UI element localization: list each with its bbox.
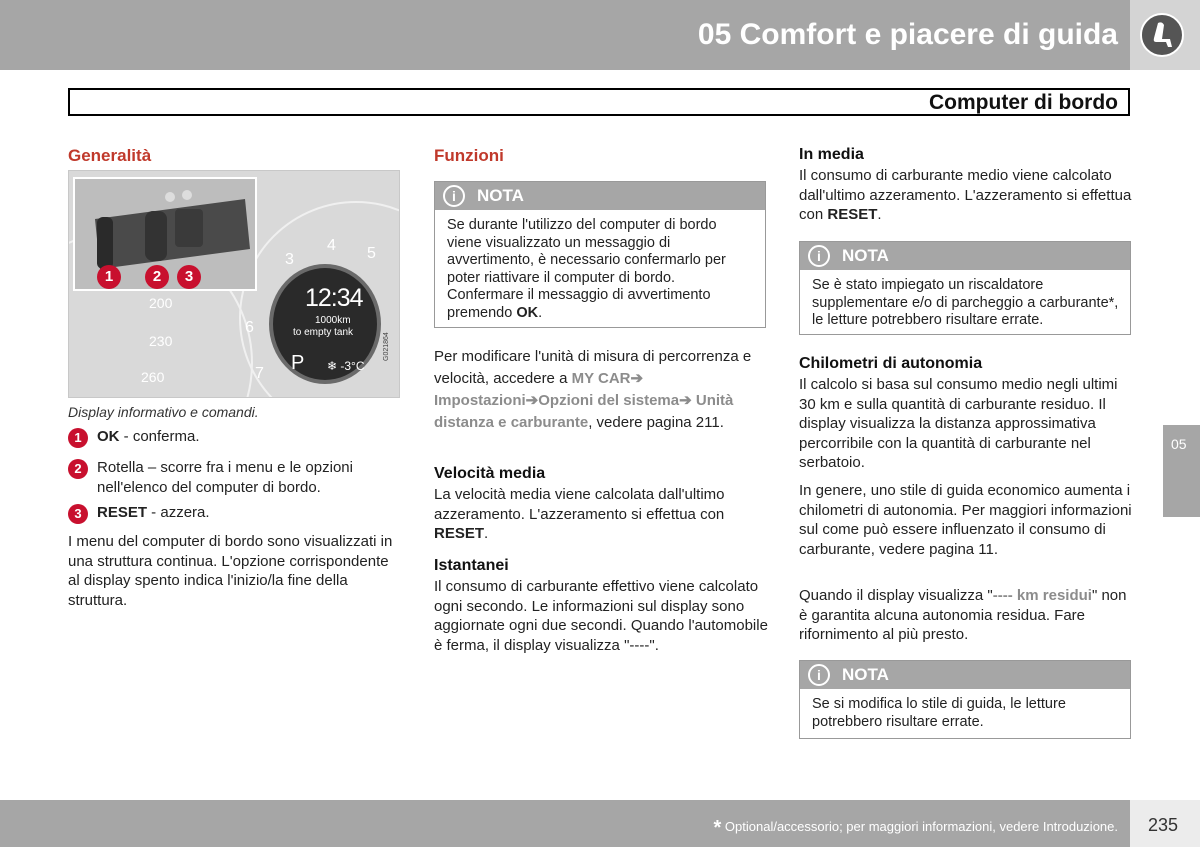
note-text <box>435 210 765 328</box>
display-range-sub: to empty tank <box>293 327 354 338</box>
menu-path-my-car: MY CAR <box>571 370 631 387</box>
instant-paragraph: Il consumo di carburante effettivo viene calcolato ogni secondo. Le informazioni sul display sono aggiornate ogni due secondi. Quando l'automobile è ferma, il display visualizza "----". <box>434 578 768 654</box>
rpm-tick: 6 <box>245 319 254 336</box>
range-code: ---- km residui <box>992 587 1092 604</box>
average-paragraph: Il consumo di carburante medio viene calcolato dall'ultimo azzeramento. L'azzeramento si effettua con RESET. <box>799 167 1132 223</box>
rpm-tick: 4 <box>327 237 336 254</box>
chapter-side-tab-label: 05 <box>1171 436 1187 452</box>
note-bold: OK <box>516 304 539 321</box>
note-label: NOTA <box>477 186 524 205</box>
range-p3-a: Quando il display visualizza " <box>799 587 993 604</box>
figure-caption: Display informativo e comandi. <box>68 404 259 420</box>
section-title: Computer di bordo <box>929 91 1118 114</box>
display-gear: P <box>291 352 305 374</box>
range-p3-b: " non è garantita alcuna autonomia residua. Fare rifornimento al più presto. <box>799 587 1127 643</box>
page-number: 235 <box>1148 815 1179 835</box>
heading-generalita: Generalità <box>68 146 152 165</box>
speed-tick: 230 <box>149 333 173 349</box>
rpm-tick: 7 <box>255 365 264 382</box>
units-intro: Per modificare l'unità di misura di percorrenza e velocità, accedere a <box>434 348 752 387</box>
heading-in-media: In media <box>799 146 864 163</box>
item-text: Rotella – scorre fra i menu e le opzioni nell'elenco del computer di bordo. <box>97 459 353 496</box>
item-number-badge: 3 <box>68 504 88 524</box>
info-icon: i <box>808 664 830 686</box>
arrow-icon: ➔ <box>630 370 644 387</box>
display-time: 12:34 <box>305 284 363 312</box>
image-code: G021864 <box>383 332 390 361</box>
display-range: 1000km <box>315 315 351 326</box>
item-text: - conferma. <box>119 428 200 445</box>
heading-istantanei: Istantanei <box>434 557 509 574</box>
note-text: Se è stato impiegato un riscaldatore supplementare e/o di parcheggio a carburante*, le letture potrebbero risultare errate. <box>812 277 1119 328</box>
arrow-icon: ➔ <box>525 392 539 409</box>
callout-3: 3 <box>177 265 201 289</box>
rpm-tick: 5 <box>367 245 376 262</box>
units-paragraph <box>434 346 768 434</box>
speed-tick: 200 <box>149 295 173 311</box>
item-number-badge: 1 <box>68 428 88 448</box>
speed-paragraph: La velocità media viene calcolata dall'ultimo azzeramento. L'azzeramento si effettua con RESET. <box>434 486 725 542</box>
display-temperature: ❄ -3°C <box>327 359 365 373</box>
item-bold: RESET <box>97 504 148 521</box>
note-box <box>799 660 1131 739</box>
menu-path-opzioni-sistema: Opzioni del sistema <box>538 392 680 409</box>
list-item <box>68 503 400 523</box>
speed-text: La velocità media viene calcolata dall'ultimo azzeramento. L'azzeramento si effettua con <box>434 486 725 523</box>
note-header <box>800 242 1130 270</box>
section-title-bar <box>68 88 1130 116</box>
note-label: NOTA <box>842 665 889 684</box>
menu-path-impostazioni: Impostazioni <box>434 392 526 409</box>
item-text: - azzera. <box>147 504 210 521</box>
callout-2: 2 <box>145 265 169 289</box>
speed-tick: 260 <box>141 369 165 385</box>
note-header <box>800 661 1130 689</box>
heading-chilometri-autonomia: Chilometri di autonomia <box>799 355 983 372</box>
range-paragraph-1: Il calcolo si basa sul consumo medio negli ultimi 30 km e sulla quantità di carburante residuo. Il display visualizza la distanza approssimativa percorribile con la quantità di carburante nel serbatoio. <box>799 376 1118 471</box>
note-label: NOTA <box>842 246 889 265</box>
item-number-badge: 2 <box>68 459 88 479</box>
footer-note-text: Optional/accessorio; per maggiori informazioni, vedere Introduzione. <box>721 819 1118 834</box>
display-and-controls-figure <box>68 170 400 398</box>
units-outro: , vedere pagina 211. <box>588 414 724 431</box>
heading-funzioni: Funzioni <box>434 146 504 165</box>
note-box <box>799 241 1131 335</box>
steering-lever-inset <box>73 177 257 291</box>
range-paragraph-2: In genere, uno stile di guida economico aumenta i chilometri di autonomia. Per maggiori informazioni sul come può essere influenzato il consumo di carburante, vedere pagina 11. <box>799 482 1132 558</box>
info-icon: i <box>808 245 830 267</box>
arrow-icon: ➔ <box>679 392 692 409</box>
note-header <box>435 182 765 210</box>
avg-bold: RESET <box>827 206 878 223</box>
callout-1: 1 <box>97 265 121 289</box>
footer-star: * <box>713 817 722 839</box>
speed-bold: RESET <box>434 525 485 542</box>
note-box <box>434 181 766 328</box>
chapter-title: 05 Comfort e piacere di guida <box>697 18 1118 51</box>
intro-paragraph: I menu del computer di bordo sono visualizzati in una struttura continua. L'opzione corrispondente al display spento indica l'inizio/la fine della struttura. <box>68 533 393 609</box>
range-paragraph-3 <box>799 586 1133 645</box>
avg-text: Il consumo di carburante medio viene calcolato dall'ultimo azzeramento. L'azzeramento si effettua con <box>799 167 1132 223</box>
list-item <box>68 458 400 497</box>
footer-note <box>714 817 1119 840</box>
rpm-tick: 3 <box>285 251 294 268</box>
note-body: Se durante l'utilizzo del computer di bordo viene visualizzato un messaggio di avvertimento, è necessario confermarlo per poter riattivare il computer di bordo. Confermare il messaggio di avvertimento premendo <box>447 217 726 321</box>
seat-icon <box>1140 13 1184 57</box>
menu-path-unita: Unità distanza e carburante <box>434 392 734 431</box>
list-item <box>68 427 400 447</box>
info-icon: i <box>443 185 465 207</box>
item-bold: OK <box>97 428 120 445</box>
note-text: Se si modifica lo stile di guida, le letture potrebbero risultare errate. <box>812 696 1066 730</box>
note-end: . <box>538 304 543 321</box>
heading-velocita-media: Velocità media <box>434 465 546 482</box>
